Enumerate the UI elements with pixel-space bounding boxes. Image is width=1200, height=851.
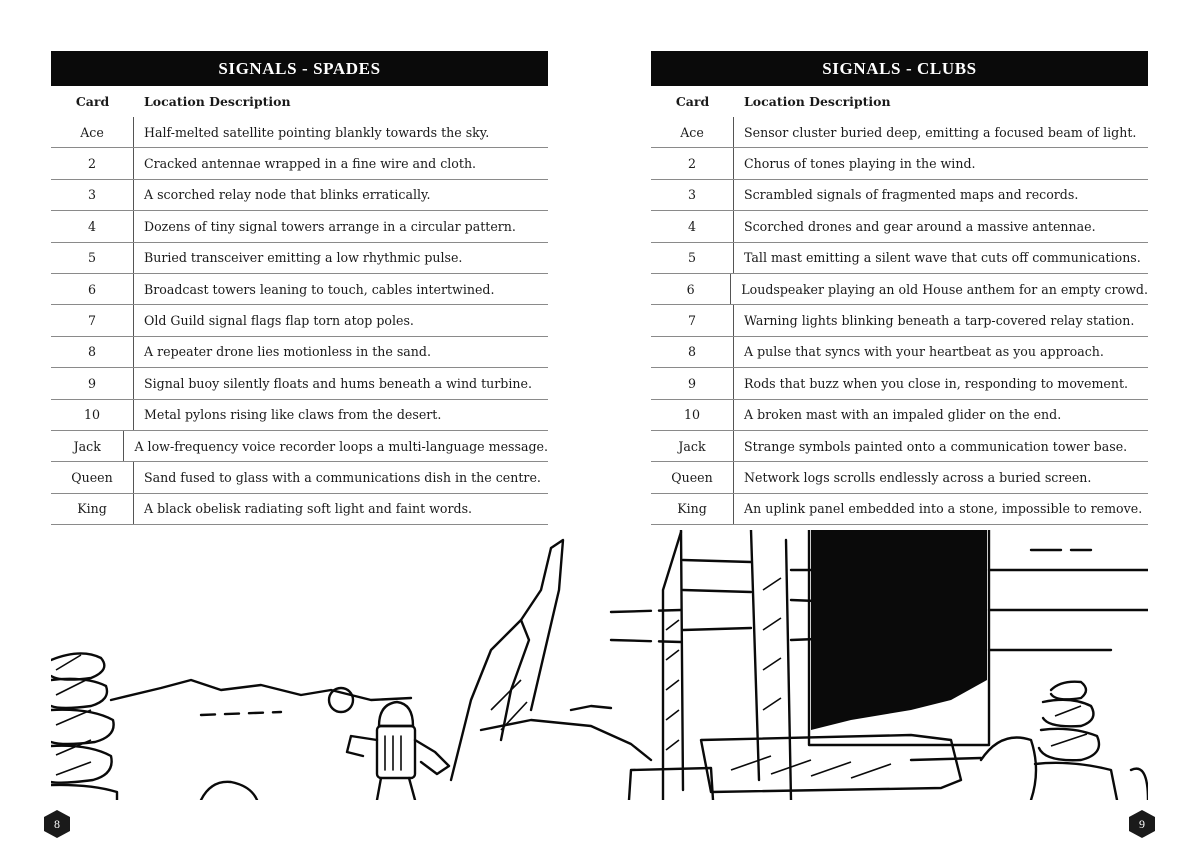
- page-number-right: [1127, 809, 1157, 839]
- clubs-column-header: [651, 86, 1148, 117]
- clubs-rows: [651, 117, 1148, 525]
- card-cell: 10: [51, 400, 134, 430]
- card-cell: 10: [651, 400, 734, 430]
- table-row: [651, 494, 1148, 525]
- description-cell: Rods that buzz when you close in, responding to movement.: [744, 375, 1129, 391]
- page-number-left-label: 8: [54, 816, 60, 831]
- table-row: [651, 243, 1148, 274]
- page-number-left: [42, 809, 72, 839]
- card-cell: 2: [51, 148, 134, 178]
- table-row: [51, 274, 548, 305]
- clubs-table: [651, 51, 1148, 525]
- desert-ruins-illustration: [51, 530, 1148, 800]
- card-cell: 4: [51, 211, 134, 241]
- card-cell: 3: [51, 180, 134, 210]
- description-cell: A repeater drone lies motionless in the sand.: [144, 344, 431, 360]
- card-cell: King: [51, 494, 134, 524]
- card-cell: Queen: [651, 462, 734, 492]
- table-row: [651, 462, 1148, 493]
- card-cell: 3: [651, 180, 734, 210]
- description-cell: A scorched relay node that blinks erratically.: [144, 187, 431, 203]
- description-cell: Metal pylons rising like claws from the desert.: [144, 407, 442, 423]
- table-row: [51, 117, 548, 148]
- table-row: [51, 180, 548, 211]
- description-cell: Tall mast emitting a silent wave that cuts off communications.: [744, 250, 1141, 266]
- description-cell: Signal buoy silently floats and hums beneath a wind turbine.: [144, 375, 532, 391]
- table-row: [651, 305, 1148, 336]
- description-cell: Half-melted satellite pointing blankly towards the sky.: [144, 124, 490, 140]
- table-row: [51, 211, 548, 242]
- description-cell: Sand fused to glass with a communications dish in the centre.: [144, 469, 541, 485]
- table-row: [651, 117, 1148, 148]
- table-row: [651, 211, 1148, 242]
- card-cell: 2: [651, 148, 734, 178]
- description-cell: Strange symbols painted onto a communication tower base.: [744, 438, 1128, 454]
- table-row: [651, 337, 1148, 368]
- card-column-header: Card: [75, 94, 110, 109]
- description-cell: An uplink panel embedded into a stone, impossible to remove.: [744, 501, 1143, 517]
- card-cell: Queen: [51, 462, 134, 492]
- spades-table-title: SIGNALS - SPADES: [51, 51, 548, 86]
- table-row: [51, 337, 548, 368]
- location-column-header: Location Description: [144, 94, 291, 109]
- card-cell: 8: [651, 337, 734, 367]
- spades-column-header: [51, 86, 548, 117]
- table-row: [51, 243, 548, 274]
- table-row: [651, 274, 1148, 305]
- table-row: [51, 462, 548, 493]
- table-row: [51, 368, 548, 399]
- table-row: [651, 400, 1148, 431]
- page-number-right-label: 9: [1139, 816, 1145, 831]
- table-row: [651, 431, 1148, 462]
- card-cell: 5: [51, 243, 134, 273]
- description-cell: Network logs scrolls endlessly across a buried screen.: [744, 469, 1092, 485]
- description-cell: Sensor cluster buried deep, emitting a focused beam of light.: [744, 124, 1137, 140]
- description-cell: A pulse that syncs with your heartbeat as you approach.: [744, 344, 1104, 360]
- card-cell: 9: [51, 368, 134, 398]
- card-cell: Ace: [51, 117, 134, 147]
- description-cell: Loudspeaker playing an old House anthem for an empty crowd.: [741, 281, 1148, 297]
- location-column-header: Location Description: [744, 94, 891, 109]
- description-cell: Chorus of tones playing in the wind.: [744, 156, 976, 172]
- description-cell: Buried transceiver emitting a low rhythmic pulse.: [144, 250, 463, 266]
- table-row: [51, 305, 548, 336]
- spades-table: [51, 51, 548, 525]
- card-cell: 9: [651, 368, 734, 398]
- description-cell: Cracked antennae wrapped in a fine wire and cloth.: [144, 156, 477, 172]
- table-row: [651, 180, 1148, 211]
- table-row: [51, 148, 548, 179]
- card-cell: Jack: [651, 431, 734, 461]
- table-row: [651, 148, 1148, 179]
- card-cell: Ace: [651, 117, 734, 147]
- description-cell: Scorched drones and gear around a massive antennae.: [744, 218, 1096, 234]
- description-cell: Broadcast towers leaning to touch, cables intertwined.: [144, 281, 495, 297]
- card-cell: 8: [51, 337, 134, 367]
- spades-rows: [51, 117, 548, 525]
- doorway-shadow: [811, 530, 987, 730]
- description-cell: Warning lights blinking beneath a tarp-covered relay station.: [744, 313, 1135, 329]
- table-row: [51, 431, 548, 462]
- description-cell: A broken mast with an impaled glider on the end.: [744, 407, 1062, 423]
- description-cell: A low-frequency voice recorder loops a multi-language message.: [134, 438, 548, 454]
- card-cell: King: [651, 494, 734, 524]
- description-cell: Dozens of tiny signal towers arrange in a circular pattern.: [144, 218, 516, 234]
- card-cell: 4: [651, 211, 734, 241]
- description-cell: A black obelisk radiating soft light and faint words.: [144, 501, 473, 517]
- table-row: [51, 494, 548, 525]
- card-cell: 7: [651, 305, 734, 335]
- clubs-table-title: SIGNALS - CLUBS: [651, 51, 1148, 86]
- card-column-header: Card: [675, 94, 710, 109]
- card-cell: 7: [51, 305, 134, 335]
- card-cell: 5: [651, 243, 734, 273]
- card-cell: Jack: [51, 431, 124, 461]
- table-row: [651, 368, 1148, 399]
- table-row: [51, 400, 548, 431]
- description-cell: Scrambled signals of fragmented maps and records.: [744, 187, 1079, 203]
- card-cell: 6: [651, 274, 731, 304]
- card-cell: 6: [51, 274, 134, 304]
- description-cell: Old Guild signal flags flap torn atop poles.: [144, 313, 414, 329]
